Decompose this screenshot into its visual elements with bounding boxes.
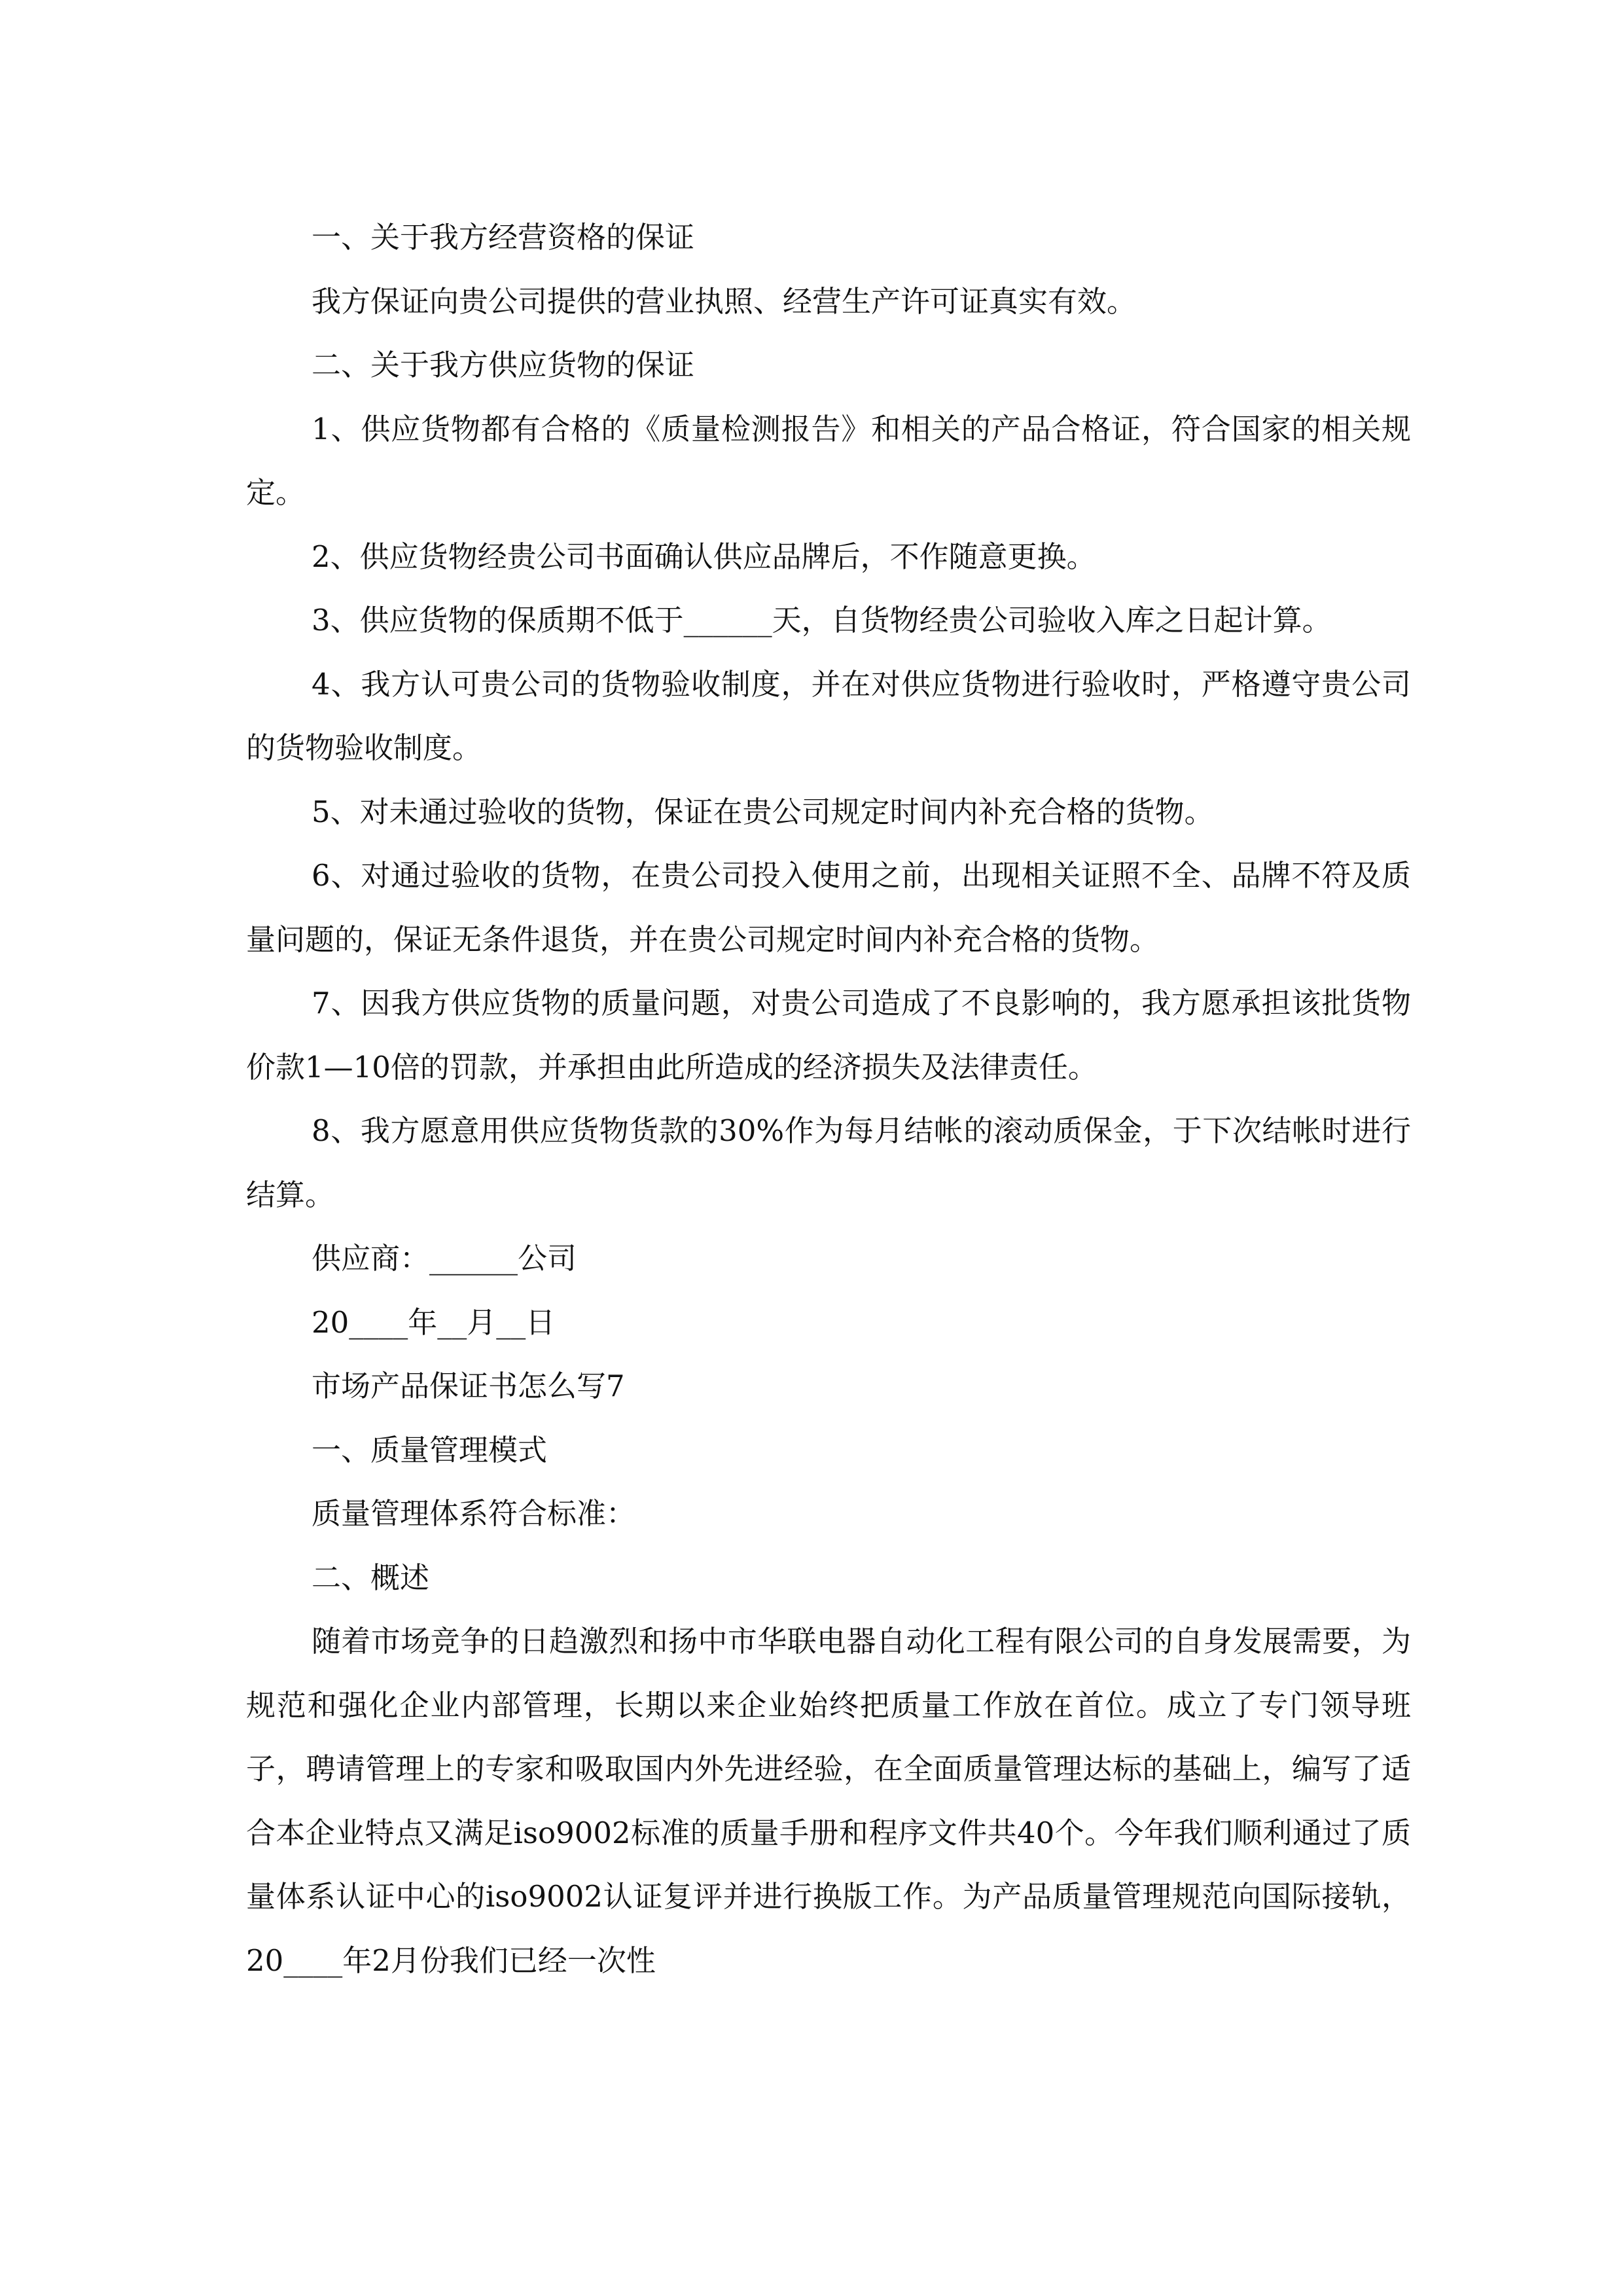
- heading-business-qualification: 一、关于我方经营资格的保证: [312, 220, 695, 255]
- heading-goods-guarantee: 二、关于我方供应货物的保证: [312, 348, 695, 382]
- paragraph-license-valid: 我方保证向贵公司提供的营业执照、经营生产许可证真实有效。: [312, 283, 1137, 319]
- clause-4: 4、我方认可贵公司的货物验收制度，并在对供应货物进行验收时，严格遵守贵公司的货物验收制度。: [246, 666, 1411, 765]
- heading-overview: 二、概述: [312, 1560, 430, 1595]
- clause-7: 7、因我方供应货物的质量问题，对贵公司造成了不良影响的，我方愿承担该批货物价款1—10倍的罚款，并承担由此所造成的经济损失及法律责任。: [246, 986, 1411, 1085]
- supplier-signature: 供应商：______公司: [312, 1241, 577, 1276]
- paragraph-overview: 随着市场竞争的日趋激烈和扬中市华联电器自动化工程有限公司的自身发展需要，为规范和强化企业内部管理，长期以来企业始终把质量工作放在首位。成立了专门领导班子，聘请管理上的专家和吸取国内外先进经验，在全面质量管理达标的基础上，编写了适合本企业特点又满足iso9002标准的质量手册和程序文件共40个。今年我们顺利通过了质量体系认证中心的iso9002认证复评并进行换版工作。为产品质量管理规范向国际接轨，20____年2月份我们已经一次性: [246, 1624, 1411, 1978]
- section-title: 市场产品保证书怎么写7: [312, 1369, 625, 1403]
- heading-quality-mode: 一、质量管理模式: [312, 1432, 548, 1467]
- clause-5: 5、对未通过验收的货物，保证在贵公司规定时间内补充合格的货物。: [312, 794, 1214, 829]
- clause-8: 8、我方愿意用供应货物货款的30%作为每月结帐的滚动质保金，于下次结帐时进行结算。: [246, 1113, 1411, 1212]
- clause-6: 6、对通过验收的货物，在贵公司投入使用之前，出现相关证照不全、品牌不符及质量问题的，保证无条件退货，并在贵公司规定时间内补充合格的货物。: [246, 858, 1411, 957]
- document-body: [246, 206, 1411, 1992]
- clause-1: 1、供应货物都有合格的《质量检测报告》和相关的产品合格证，符合国家的相关规定。: [246, 411, 1411, 510]
- clause-2: 2、供应货物经贵公司书面确认供应品牌后，不作随意更换。: [312, 539, 1096, 574]
- signature-date: 20____年__月__日: [312, 1304, 556, 1340]
- paragraph-quality-standard: 质量管理体系符合标准：: [312, 1496, 636, 1531]
- clause-3: 3、供应货物的保质期不低于______天，自货物经贵公司验收入库之日起计算。: [312, 603, 1332, 637]
